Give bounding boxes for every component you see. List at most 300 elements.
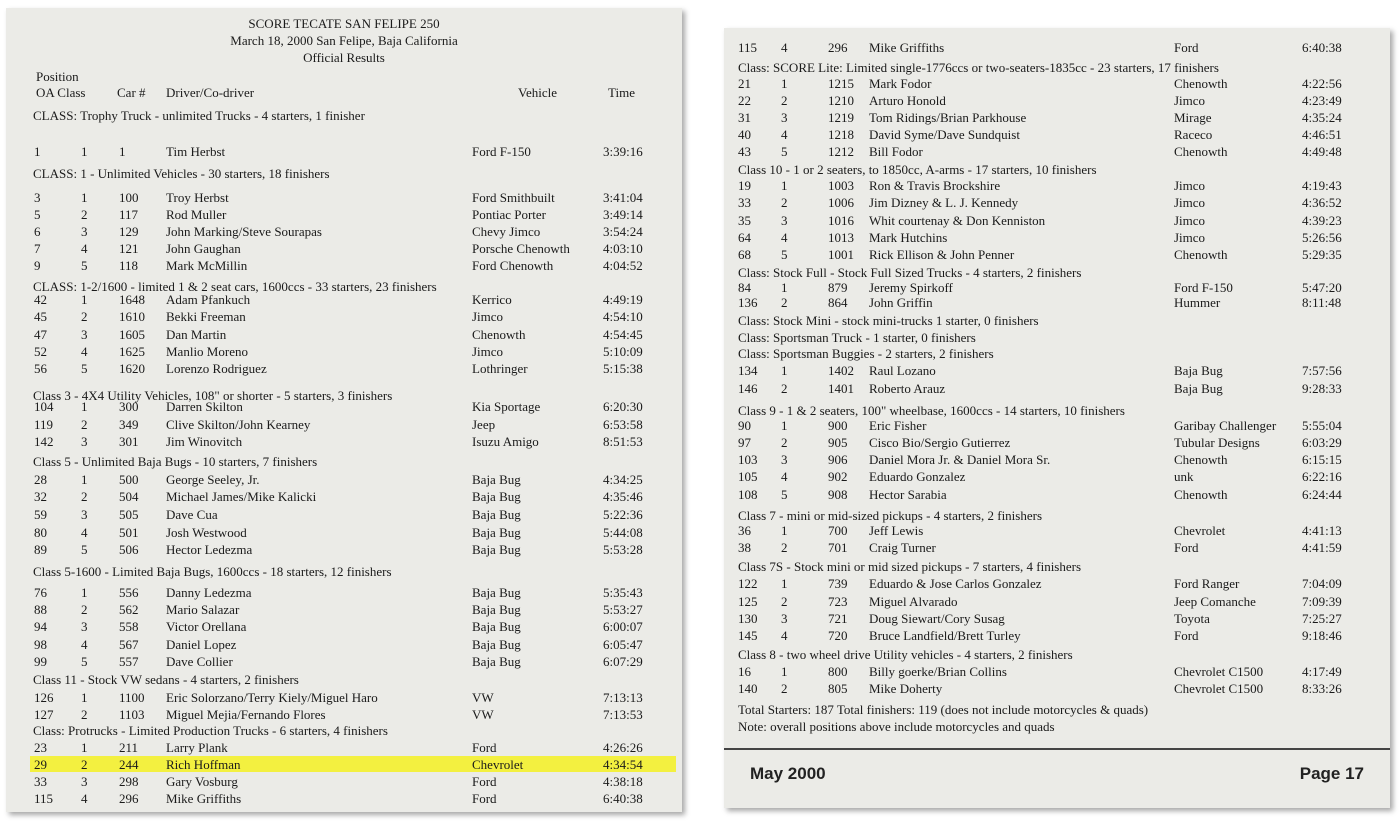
car-number: 505 — [119, 507, 139, 522]
car-number: 504 — [119, 489, 139, 504]
driver-name: Danny Ledezma — [166, 585, 252, 600]
car-number: 1 — [119, 144, 126, 159]
car-number: 1625 — [119, 344, 145, 359]
table-row — [724, 76, 1390, 93]
table-row — [724, 213, 1390, 230]
vehicle-name: Raceco — [1174, 127, 1213, 142]
driver-name: Victor Orellana — [166, 619, 247, 634]
class-position: 1 — [781, 178, 788, 193]
oa-position: 105 — [738, 469, 758, 484]
oa-position: 122 — [738, 576, 758, 591]
driver-name: Lorenzo Rodriguez — [166, 361, 267, 376]
class-position: 2 — [81, 417, 88, 432]
class-heading: Class: Sportsman Buggies - 2 starters, 2 finishers — [738, 346, 994, 361]
finish-time: 9:18:46 — [1302, 628, 1342, 643]
vehicle-name: Tubular Designs — [1174, 435, 1260, 450]
class-position: 2 — [81, 602, 88, 617]
driver-name: Mike Griffiths — [166, 791, 242, 806]
table-row — [6, 292, 682, 309]
oa-position: 7 — [34, 241, 41, 256]
table-row — [724, 230, 1390, 247]
finish-time: 4:23:49 — [1302, 93, 1342, 108]
vehicle-name: Jimco — [1174, 230, 1206, 245]
class-position: 2 — [81, 207, 88, 222]
finish-time: 3:54:24 — [603, 224, 643, 239]
car-number: 700 — [828, 523, 848, 538]
driver-name: Eric Fisher — [869, 418, 927, 433]
car-number: 118 — [119, 258, 139, 273]
car-number: 905 — [828, 435, 848, 450]
vehicle-name: Chevrolet C1500 — [1174, 664, 1264, 679]
driver-name: Rod Muller — [166, 207, 227, 222]
vehicle-name: Toyota — [1174, 611, 1210, 626]
driver-name: Hector Sarabia — [869, 487, 947, 502]
class-heading: Class 8 - two wheel drive Utility vehicles - 4 starters, 2 finishers — [738, 647, 1073, 662]
driver-name: John Gaughan — [166, 241, 241, 256]
class-heading: CLASS: 1 - Unlimited Vehicles - 30 starters, 18 finishers — [33, 166, 330, 181]
class-position: 4 — [781, 469, 788, 484]
table-row — [724, 363, 1390, 380]
column-car: Car # — [117, 85, 146, 100]
class-position: 3 — [781, 452, 788, 467]
finish-time: 6:20:30 — [603, 399, 643, 414]
table-row — [6, 507, 682, 524]
finish-time: 4:36:52 — [1302, 195, 1342, 210]
car-number: 879 — [828, 280, 848, 295]
oa-position: 142 — [34, 434, 54, 449]
oa-position: 104 — [34, 399, 54, 414]
finish-time: 5:53:28 — [603, 542, 643, 557]
car-number: 129 — [119, 224, 139, 239]
table-row — [724, 247, 1390, 264]
vehicle-name: Chenowth — [1174, 76, 1228, 91]
car-number: 1100 — [119, 690, 145, 705]
driver-name: Larry Plank — [166, 740, 228, 755]
vehicle-name: Ford — [472, 774, 497, 789]
finish-time: 4:17:49 — [1302, 664, 1342, 679]
table-row — [6, 525, 682, 542]
class-position: 1 — [81, 472, 88, 487]
footer-page-number: Page 17 — [1299, 764, 1364, 783]
driver-name: George Seeley, Jr. — [166, 472, 260, 487]
car-number: 805 — [828, 681, 848, 696]
class-position: 4 — [781, 628, 788, 643]
vehicle-name: Baja Bug — [472, 542, 521, 557]
table-row — [6, 791, 682, 808]
car-number: 121 — [119, 241, 139, 256]
finish-time: 5:53:27 — [603, 602, 643, 617]
finish-time: 4:34:25 — [603, 472, 643, 487]
oa-position: 6 — [34, 224, 41, 239]
vehicle-name: Baja Bug — [472, 619, 521, 634]
vehicle-name: Baja Bug — [1174, 381, 1223, 396]
class-heading: Class 7S - Stock mini or mid sized pickups - 7 starters, 4 finishers — [738, 559, 1082, 574]
car-number: 864 — [828, 295, 848, 310]
car-number: 906 — [828, 452, 848, 467]
vehicle-name: Jeep Comanche — [1174, 594, 1256, 609]
finish-time: 4:49:48 — [1302, 144, 1342, 159]
car-number: 800 — [828, 664, 848, 679]
class-position: 2 — [781, 594, 788, 609]
driver-name: Arturo Honold — [869, 93, 946, 108]
class-position: 4 — [781, 230, 788, 245]
class-position: 3 — [81, 774, 88, 789]
class-position: 1 — [81, 292, 88, 307]
car-number: 1402 — [828, 363, 854, 378]
car-number: 900 — [828, 418, 848, 433]
oa-position: 1 — [34, 144, 41, 159]
oa-position: 130 — [738, 611, 758, 626]
class-position: 1 — [781, 76, 788, 91]
class-position: 3 — [781, 611, 788, 626]
class-position: 5 — [781, 144, 788, 159]
table-row — [6, 241, 682, 258]
table-row — [724, 487, 1390, 504]
car-number: 1219 — [828, 110, 854, 125]
car-number: 701 — [828, 540, 848, 555]
vehicle-name: Kerrico — [472, 292, 512, 307]
footnote: Note: overall positions above include motorcycles and quads — [738, 719, 1055, 734]
table-row — [6, 417, 682, 434]
table-row — [724, 127, 1390, 144]
driver-name: Michael James/Mike Kalicki — [166, 489, 317, 504]
finish-time: 5:44:08 — [603, 525, 643, 540]
vehicle-name: Chenowth — [472, 327, 526, 342]
driver-name: Bruce Landfield/Brett Turley — [869, 628, 1021, 643]
table-row — [6, 361, 682, 378]
finish-time: 4:46:51 — [1302, 127, 1342, 142]
driver-name: John Griffin — [869, 295, 933, 310]
oa-position: 52 — [34, 344, 47, 359]
finish-time: 6:07:29 — [603, 654, 643, 669]
oa-position: 59 — [34, 507, 47, 522]
finish-time: 6:03:29 — [1302, 435, 1342, 450]
class-position: 2 — [81, 489, 88, 504]
column-time: Time — [608, 85, 635, 100]
driver-name: Hector Ledezma — [166, 542, 253, 557]
oa-position: 42 — [34, 292, 47, 307]
driver-name: Eric Solorzano/Terry Kiely/Miguel Haro — [166, 690, 378, 705]
oa-position: 68 — [738, 247, 751, 262]
vehicle-name: Ford F-150 — [1174, 280, 1233, 295]
vehicle-name: Kia Sportage — [472, 399, 541, 414]
vehicle-name: Jeep — [472, 417, 496, 432]
table-row — [724, 664, 1390, 681]
class-position: 2 — [781, 381, 788, 396]
driver-name: Miguel Mejia/Fernando Flores — [166, 707, 326, 722]
driver-name: Tim Herbst — [166, 144, 226, 159]
oa-position: 22 — [738, 93, 751, 108]
oa-position: 33 — [738, 195, 751, 210]
table-row — [6, 707, 682, 724]
class-position: 1 — [781, 418, 788, 433]
oa-position: 64 — [738, 230, 751, 245]
table-row — [6, 258, 682, 275]
class-position: 1 — [81, 399, 88, 414]
oa-position: 76 — [34, 585, 47, 600]
finish-time: 4:49:19 — [603, 292, 643, 307]
table-row — [6, 774, 682, 791]
class-heading: Class 5-1600 - Limited Baja Bugs, 1600ccs - 18 starters, 12 finishers — [33, 564, 392, 579]
table-row — [6, 399, 682, 416]
driver-name: Daniel Mora Jr. & Daniel Mora Sr. — [869, 452, 1051, 467]
totals-line: Total Starters: 187 Total finishers: 119 (does not include motorcycles & quads) — [738, 702, 1149, 717]
finish-time: 3:39:16 — [603, 144, 643, 159]
class-position: 4 — [81, 525, 88, 540]
driver-name: John Marking/Steve Sourapas — [166, 224, 322, 239]
vehicle-name: Jimco — [1174, 178, 1206, 193]
table-row — [724, 594, 1390, 611]
column-oa-class: OA Class — [36, 85, 86, 100]
finish-time: 6:40:38 — [1302, 40, 1342, 55]
oa-position: 126 — [34, 690, 54, 705]
car-number: 721 — [828, 611, 848, 626]
class-position: 1 — [781, 363, 788, 378]
finish-time: 4:19:43 — [1302, 178, 1342, 193]
car-number: 500 — [119, 472, 139, 487]
class-position: 3 — [81, 327, 88, 342]
car-number: 506 — [119, 542, 139, 557]
driver-name: Mike Griffiths — [869, 40, 945, 55]
vehicle-name: Ford — [1174, 628, 1199, 643]
table-row — [724, 178, 1390, 195]
oa-position: 5 — [34, 207, 41, 222]
oa-position: 3 — [34, 190, 41, 205]
class-position: 3 — [81, 507, 88, 522]
driver-name: Mark McMillin — [166, 258, 248, 273]
table-row — [724, 452, 1390, 469]
car-number: 1210 — [828, 93, 854, 108]
class-position: 4 — [81, 637, 88, 652]
class-position: 1 — [781, 664, 788, 679]
oa-position: 136 — [738, 295, 758, 310]
driver-name: Tom Ridings/Brian Parkhouse — [869, 110, 1027, 125]
car-number: 301 — [119, 434, 139, 449]
oa-position: 23 — [34, 740, 47, 755]
class-heading: Class: Sportsman Truck - 1 starter, 0 finishers — [738, 330, 976, 345]
vehicle-name: Baja Bug — [472, 472, 521, 487]
car-number: 1001 — [828, 247, 854, 262]
class-heading: CLASS: Trophy Truck - unlimited Trucks - 4 starters, 1 finisher — [33, 108, 365, 123]
driver-name: Raul Lozano — [869, 363, 936, 378]
finish-time: 4:04:52 — [603, 258, 643, 273]
finish-time: 3:49:14 — [603, 207, 643, 222]
table-row — [724, 418, 1390, 435]
finish-time: 5:47:20 — [1302, 280, 1342, 295]
table-row — [724, 144, 1390, 161]
vehicle-name: unk — [1174, 469, 1194, 484]
table-row — [6, 472, 682, 489]
oa-position: 134 — [738, 363, 758, 378]
table-row — [724, 469, 1390, 486]
oa-position: 97 — [738, 435, 751, 450]
driver-name: Eduardo & Jose Carlos Gonzalez — [869, 576, 1042, 591]
table-row — [6, 654, 682, 671]
oa-position: 43 — [738, 144, 751, 159]
results-page-right — [724, 28, 1390, 808]
vehicle-name: Chenowth — [1174, 247, 1228, 262]
class-position: 2 — [81, 707, 88, 722]
class-heading: Class 3 - 4X4 Utility Vehicles, 108" or shorter - 5 starters, 3 finishers — [33, 388, 393, 403]
car-number: 562 — [119, 602, 139, 617]
table-row — [724, 435, 1390, 452]
class-heading: Class 5 - Unlimited Baja Bugs - 10 starters, 7 finishers — [33, 454, 318, 469]
driver-name: Miguel Alvarado — [869, 594, 958, 609]
vehicle-name: Chevrolet — [472, 757, 524, 772]
car-number: 349 — [119, 417, 139, 432]
finish-time: 7:57:56 — [1302, 363, 1342, 378]
finish-time: 6:05:47 — [603, 637, 643, 652]
finish-time: 6:53:58 — [603, 417, 643, 432]
vehicle-name: Garibay Challenger — [1174, 418, 1277, 433]
vehicle-name: Chenowth — [1174, 452, 1228, 467]
car-number: 557 — [119, 654, 139, 669]
vehicle-name: Isuzu Amigo — [472, 434, 539, 449]
oa-position: 32 — [34, 489, 47, 504]
finish-time: 3:41:04 — [603, 190, 643, 205]
vehicle-name: Baja Bug — [1174, 363, 1223, 378]
class-position: 5 — [81, 542, 88, 557]
oa-position: 90 — [738, 418, 751, 433]
oa-position: 31 — [738, 110, 751, 125]
class-position: 5 — [81, 654, 88, 669]
table-row — [6, 489, 682, 506]
table-row — [724, 628, 1390, 645]
class-heading: Class 9 - 1 & 2 seaters, 100" wheelbase, 1600ccs - 14 starters, 10 finishers — [738, 403, 1125, 418]
driver-name: Daniel Lopez — [166, 637, 237, 652]
driver-name: Clive Skilton/John Kearney — [166, 417, 311, 432]
oa-position: 119 — [34, 417, 54, 432]
oa-position: 94 — [34, 619, 47, 634]
car-number: 567 — [119, 637, 139, 652]
finish-time: 6:15:15 — [1302, 452, 1342, 467]
driver-name: Mario Salazar — [166, 602, 240, 617]
finish-time: 6:24:44 — [1302, 487, 1342, 502]
oa-position: 140 — [738, 681, 758, 696]
vehicle-name: Baja Bug — [472, 602, 521, 617]
driver-name: Josh Westwood — [166, 525, 247, 540]
class-position: 2 — [81, 309, 88, 324]
vehicle-name: Jimco — [1174, 93, 1206, 108]
class-position: 4 — [81, 344, 88, 359]
table-row — [6, 434, 682, 451]
class-position: 1 — [81, 740, 88, 755]
finish-time: 7:25:27 — [1302, 611, 1342, 626]
oa-position: 19 — [738, 178, 751, 193]
oa-position: 115 — [34, 791, 54, 806]
oa-position: 33 — [34, 774, 47, 789]
car-number: 902 — [828, 469, 848, 484]
vehicle-name: Chenowth — [1174, 487, 1228, 502]
driver-name: Gary Vosburg — [166, 774, 238, 789]
finish-time: 4:39:23 — [1302, 213, 1342, 228]
driver-name: Bill Fodor — [869, 144, 923, 159]
class-position: 1 — [781, 576, 788, 591]
class-position: 1 — [81, 585, 88, 600]
class-position: 1 — [81, 144, 88, 159]
results-page-left — [6, 8, 682, 812]
class-position: 3 — [781, 110, 788, 125]
vehicle-name: Ford — [1174, 540, 1199, 555]
column-driver: Driver/Co-driver — [166, 85, 255, 100]
driver-name: Jeff Lewis — [869, 523, 924, 538]
driver-name: Cisco Bio/Sergio Gutierrez — [869, 435, 1011, 450]
finish-time: 7:13:53 — [603, 707, 643, 722]
finish-time: 6:40:38 — [603, 791, 643, 806]
vehicle-name: Porsche Chenowth — [472, 241, 570, 256]
finish-time: 4:38:18 — [603, 774, 643, 789]
column-position: Position — [36, 69, 79, 84]
finish-time: 4:03:10 — [603, 241, 643, 256]
finish-time: 7:09:39 — [1302, 594, 1342, 609]
driver-name: Billy goerke/Brian Collins — [869, 664, 1007, 679]
finish-time: 4:41:59 — [1302, 540, 1342, 555]
finish-time: 5:26:56 — [1302, 230, 1342, 245]
class-heading: Class: Stock Mini - stock mini-trucks 1 starter, 0 finishers — [738, 313, 1039, 328]
table-row — [6, 309, 682, 326]
car-number: 501 — [119, 525, 139, 540]
class-position: 1 — [81, 690, 88, 705]
car-number: 558 — [119, 619, 139, 634]
table-row — [6, 637, 682, 654]
class-position: 4 — [781, 127, 788, 142]
vehicle-name: Baja Bug — [472, 507, 521, 522]
vehicle-name: Chevrolet C1500 — [1174, 681, 1264, 696]
vehicle-name: Ford Smithbuilt — [472, 190, 555, 205]
car-number: 296 — [828, 40, 848, 55]
car-number: 117 — [119, 207, 139, 222]
class-position: 3 — [781, 213, 788, 228]
vehicle-name: Pontiac Porter — [472, 207, 547, 222]
vehicle-name: Ford Ranger — [1174, 576, 1240, 591]
table-row — [724, 40, 1390, 57]
oa-position: 127 — [34, 707, 54, 722]
finish-time: 6:22:16 — [1302, 469, 1342, 484]
driver-name: Rick Ellison & John Penner — [869, 247, 1015, 262]
vehicle-name: Ford — [472, 791, 497, 806]
oa-position: 56 — [34, 361, 47, 376]
car-number: 1215 — [828, 76, 854, 91]
finish-time: 5:55:04 — [1302, 418, 1342, 433]
driver-name: Rich Hoffman — [166, 757, 241, 772]
driver-name: Darren Skilton — [166, 399, 243, 414]
oa-position: 16 — [738, 664, 751, 679]
finish-time: 8:33:26 — [1302, 681, 1342, 696]
oa-position: 45 — [34, 309, 47, 324]
table-row — [724, 576, 1390, 593]
finish-time: 4:35:46 — [603, 489, 643, 504]
vehicle-name: Chenowth — [1174, 144, 1228, 159]
table-row — [724, 195, 1390, 212]
vehicle-name: Ford Chenowth — [472, 258, 554, 273]
oa-position: 89 — [34, 542, 47, 557]
car-number: 720 — [828, 628, 848, 643]
finish-time: 4:34:54 — [603, 757, 643, 772]
driver-name: Doug Siewart/Cory Susag — [869, 611, 1005, 626]
finish-time: 5:35:43 — [603, 585, 643, 600]
car-number: 100 — [119, 190, 139, 205]
oa-position: 88 — [34, 602, 47, 617]
finish-time: 6:00:07 — [603, 619, 643, 634]
table-row — [6, 585, 682, 602]
finish-time: 5:22:36 — [603, 507, 643, 522]
class-position: 4 — [81, 791, 88, 806]
oa-position: 28 — [34, 472, 47, 487]
finish-time: 4:54:10 — [603, 309, 643, 324]
class-position: 5 — [781, 487, 788, 502]
table-row — [6, 224, 682, 241]
oa-position: 80 — [34, 525, 47, 540]
